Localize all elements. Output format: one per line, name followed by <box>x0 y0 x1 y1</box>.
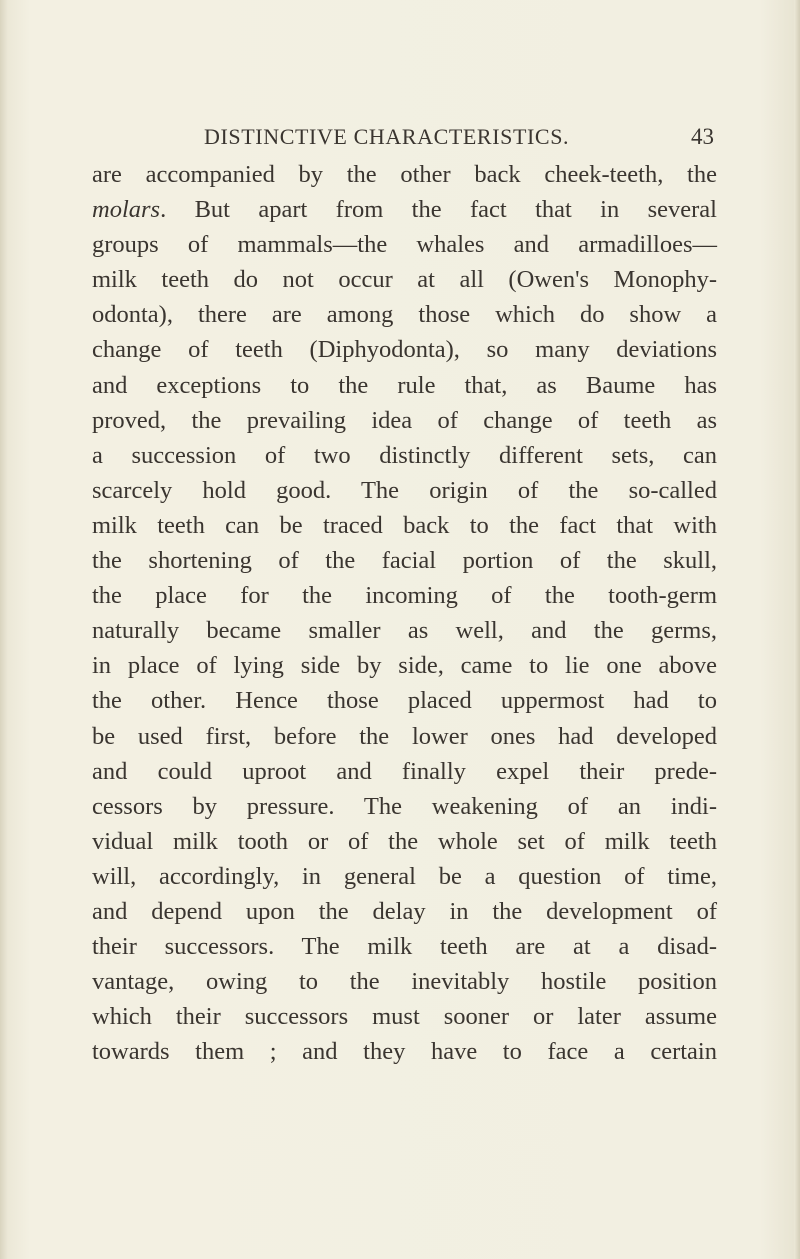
text-line: milk teeth do not occur at all (Owen's Monophy- <box>92 266 717 294</box>
page-right-edge <box>794 0 800 1259</box>
text-line: their successors. The milk teeth are at a disad- <box>92 933 717 961</box>
text-line: proved, the prevailing idea of change of teeth as <box>92 406 717 434</box>
running-title: DISTINCTIVE CHARACTERISTICS. <box>204 124 570 149</box>
text-line: and could uproot and finally expel their prede- <box>92 757 717 785</box>
text-line: vantage, owing to the inevitably hostile position <box>92 968 717 996</box>
text-line: and exceptions to the rule that, as Baume has <box>92 371 717 399</box>
page-header <box>204 124 714 154</box>
text-fragment: . But apart from the fact that in several <box>160 196 717 224</box>
text-line: cessors by pressure. The weakening of an indi- <box>92 792 717 820</box>
page-left-edge <box>0 0 8 1259</box>
text-line: the place for the incoming of the tooth-germ <box>92 582 717 610</box>
text-line: which their successors must sooner or later assume <box>92 1003 717 1031</box>
text-line: the shortening of the facial portion of the skull, <box>92 547 717 575</box>
text-line: milk teeth can be traced back to the fact that with <box>92 511 717 539</box>
text-line <box>92 192 717 227</box>
text-line: groups of mammals—the whales and armadilloes— <box>92 231 717 259</box>
text-line: towards them ; and they have to face a certain <box>92 1038 717 1066</box>
text-line: vidual milk tooth or of the whole set of milk teeth <box>92 827 717 855</box>
text-line: the other. Hence those placed uppermost had to <box>92 687 717 715</box>
body-text <box>92 157 717 1069</box>
text-line: and depend upon the delay in the development of <box>92 897 717 925</box>
text-line: in place of lying side by side, came to lie one above <box>92 652 717 680</box>
text-line: scarcely hold good. The origin of the so-called <box>92 476 717 504</box>
italic-term: molars <box>92 196 161 224</box>
text-line: odonta), there are among those which do show a <box>92 301 717 329</box>
text-line: naturally became smaller as well, and the germs, <box>92 617 717 645</box>
text-line: will, accordingly, in general be a question of time, <box>92 862 717 890</box>
text-line: are accompanied by the other back cheek-teeth, the <box>92 161 717 188</box>
text-line: a succession of two distinctly different sets, can <box>92 441 717 469</box>
text-line: change of teeth (Diphyodonta), so many deviations <box>92 336 717 364</box>
text-line: be used first, before the lower ones had developed <box>92 722 717 750</box>
page-number: 43 <box>691 124 714 149</box>
